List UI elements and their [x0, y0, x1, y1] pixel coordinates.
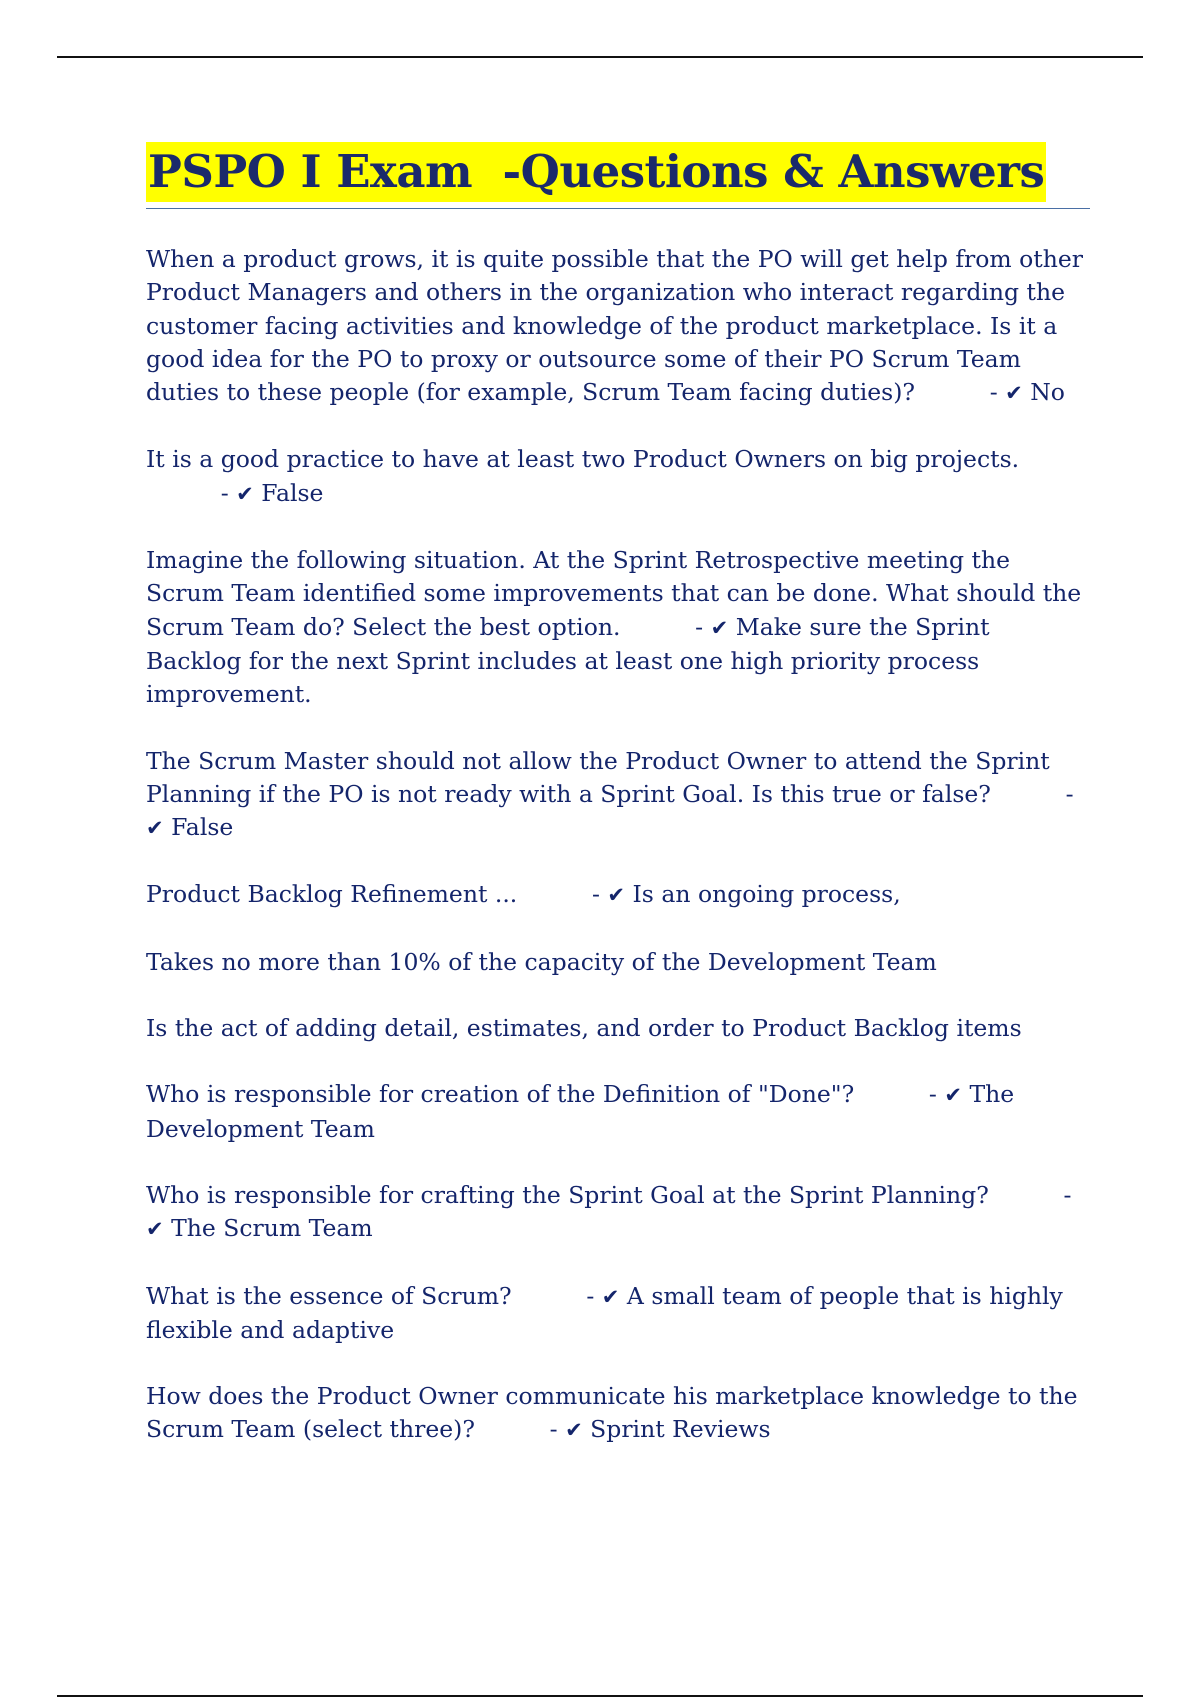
qa-item — [146, 243, 1090, 410]
answer-text: No — [1030, 378, 1065, 407]
answer-text: Sprint Reviews — [590, 1415, 771, 1444]
top-rule — [57, 56, 1143, 58]
check-icon: ✔ — [601, 1284, 620, 1309]
qa-item — [146, 745, 1090, 846]
answer-separator: - — [591, 880, 600, 909]
question-text: Who is responsible for crafting the Sprint Goal at the Sprint Planning? — [146, 1180, 989, 1209]
question-text: Who is responsible for creation of the Definition of "Done"? — [146, 1080, 855, 1109]
qa-item — [146, 544, 1090, 711]
question-text: Imagine the following situation. At the Sprint Retrospective meeting the Scrum Team identified some improvements that can be done. What should the Scrum Team do? Select the best option. — [146, 546, 1082, 641]
answer-continuation: Is the act of adding detail, estimates, and order to Product Backlog items — [146, 1014, 1022, 1043]
check-icon: ✔ — [1005, 381, 1023, 406]
check-icon: ✔ — [944, 1083, 962, 1108]
answer-text: A small team of people that is highly flexible and adaptive — [146, 1281, 1063, 1344]
qa-item — [146, 1078, 1090, 1146]
answer-text: Make sure the Sprint Backlog for the next Sprint includes at least one high priority process improvement. — [146, 612, 990, 709]
question-text: The Scrum Master should not allow the Product Owner to attend the Sprint Planning if the PO is not ready with a Sprint Goal. Is this true or false? — [146, 746, 1050, 808]
question-text: How does the Product Owner communicate his marketplace knowledge to the Scrum Team (select three)? — [146, 1382, 1078, 1444]
answer-separator: - — [220, 478, 229, 507]
answer-text: The Development Team — [146, 1080, 1015, 1143]
qa-list — [146, 243, 1090, 1448]
document-body — [146, 142, 1090, 1481]
answer-separator: - — [586, 1281, 595, 1310]
answer-separator: - — [1065, 779, 1074, 808]
question-text: When a product grows, it is quite possible that the PO will get help from other Product Managers and others in the organization who interact regarding the customer facing activities and knowledge of the product marketplace. Is it a good idea for the PO to proxy or outsource some of their PO Scrum Team duties to these people (for example, Scrum Team facing duties)? — [146, 245, 1084, 407]
question-text: What is the essence of Scrum? — [146, 1281, 512, 1310]
check-icon: ✔ — [146, 816, 164, 841]
answer-separator: - — [1063, 1180, 1072, 1209]
bottom-rule — [57, 1695, 1143, 1697]
answer-text: Is an ongoing process, — [632, 880, 901, 909]
qa-item — [146, 1380, 1090, 1448]
answer-separator: - — [989, 378, 998, 407]
answer-separator: - — [928, 1080, 937, 1109]
question-text: It is a good practice to have at least two Product Owners on big projects. — [146, 445, 1020, 474]
answer-separator: - — [549, 1415, 558, 1444]
answer-text: False — [171, 813, 234, 842]
qa-item — [146, 1280, 1090, 1348]
qa-item — [146, 878, 1090, 912]
answer-separator: - — [695, 612, 704, 641]
qa-item — [146, 1179, 1090, 1247]
check-icon: ✔ — [236, 481, 254, 506]
title-block — [146, 142, 1090, 209]
answer-text: The Scrum Team — [171, 1214, 373, 1243]
qa-item — [146, 443, 1090, 511]
check-icon: ✔ — [710, 615, 729, 640]
check-icon: ✔ — [146, 1217, 164, 1242]
question-text: Product Backlog Refinement ... — [146, 880, 518, 909]
answer-text: False — [261, 478, 324, 507]
check-icon: ✔ — [565, 1418, 583, 1443]
check-icon: ✔ — [607, 883, 626, 908]
answer-continuation: Takes no more than 10% of the capacity of the Development Team — [146, 947, 937, 976]
document-title: PSPO I Exam -Questions & Answers — [146, 142, 1046, 202]
